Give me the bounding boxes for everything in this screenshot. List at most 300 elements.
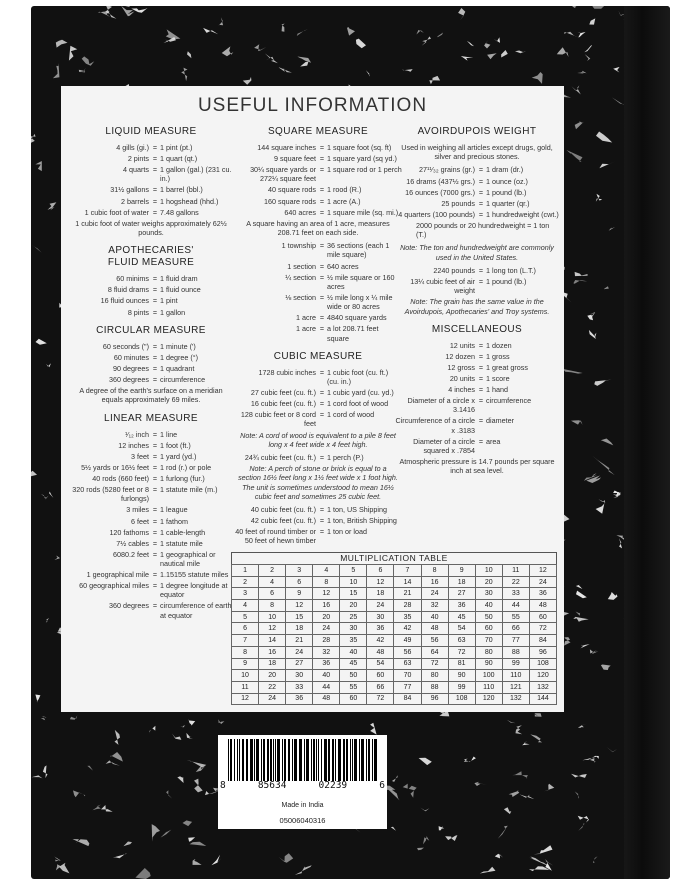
measure-row	[394, 210, 560, 219]
table-cell: 2	[232, 576, 259, 588]
measure-right: 1 quart (qt.)	[160, 154, 198, 164]
table-cell: 8	[421, 565, 448, 577]
useful-information-panel	[61, 86, 564, 712]
measure-equals: =	[319, 399, 325, 409]
table-cell: 81	[448, 658, 475, 670]
table-cell: 54	[367, 658, 394, 670]
measure-left: 2240 pounds	[433, 265, 475, 275]
measure-row	[394, 199, 560, 208]
rows	[234, 368, 402, 429]
measure-left: 160 square rods	[264, 196, 316, 206]
measure-left: 16 cubic feet (cu. ft.)	[250, 399, 316, 409]
measure-row	[67, 308, 235, 317]
table-cell: 12	[259, 623, 286, 635]
table-cell: 36	[313, 658, 340, 670]
measure-right: 4840 square yards	[327, 313, 387, 323]
measure-left: 4 quarters (100 pounds)	[398, 209, 475, 219]
rows	[234, 453, 402, 462]
measure-left: 360 degrees	[109, 601, 149, 611]
table-cell: 8	[259, 600, 286, 612]
measure-left: 60 minutes	[113, 352, 149, 362]
measure-equals: =	[152, 570, 158, 580]
measure-right: 1 quadrant	[160, 363, 195, 373]
measure-left: ¹⁄₁₂ inch	[125, 429, 149, 439]
measure-row	[67, 601, 235, 619]
table-cell: 3	[232, 588, 259, 600]
table-cell: 77	[502, 635, 529, 647]
measure-equals: =	[478, 276, 484, 286]
measure-left: 27 cubic feet (cu. ft.)	[250, 388, 316, 398]
measure-row	[67, 441, 235, 450]
measure-equals: =	[478, 385, 484, 395]
table-cell: 80	[421, 670, 448, 682]
barcode-digits	[220, 780, 385, 791]
table-row	[232, 670, 557, 682]
measure-left: 25 pounds	[441, 198, 475, 208]
table-cell: 27	[286, 658, 313, 670]
table-cell: 90	[448, 670, 475, 682]
table-cell: 36	[367, 623, 394, 635]
measure-equals: =	[319, 207, 325, 217]
measure-right: 640 acres	[327, 261, 359, 271]
measure-left: 1 township	[281, 241, 316, 251]
measure-row	[234, 273, 402, 291]
measure-right: 1 square mile (sq. mi.)	[327, 207, 399, 217]
measure-left: 40 square rods	[268, 185, 316, 195]
table-cell: 12	[529, 565, 556, 577]
measure-right: 1 yard (yd.)	[160, 451, 197, 461]
table-cell: 40	[313, 670, 340, 682]
table-cell: 30	[475, 588, 502, 600]
measure-equals: =	[152, 196, 158, 206]
table-cell: 12	[367, 576, 394, 588]
table-cell: 9	[286, 588, 313, 600]
measure-equals: =	[152, 274, 158, 284]
section-title: AVOIRDUPOIS WEIGHT	[417, 126, 537, 137]
measure-right: 1 league	[160, 505, 188, 515]
measure-right: 1 fluid ounce	[160, 285, 201, 295]
section-note: Note: A perch of stone or brick is equal to a section 16½ feet long x 1½ feet wide x 1 foot high. The unit is sometimes understood to mean 16½ cubic feet and sometimes 25 cubic feet.	[238, 464, 398, 501]
table-cell: 70	[394, 670, 421, 682]
measure-left: Diameter of a circle squared x .7854	[413, 436, 475, 455]
measure-equals: =	[152, 307, 158, 317]
table-cell: 4	[232, 600, 259, 612]
measure-row	[67, 353, 235, 362]
ton-line	[416, 221, 556, 239]
rows	[234, 143, 402, 217]
table-cell: 77	[394, 681, 421, 693]
measure-row	[394, 385, 560, 394]
measure-equals: =	[152, 352, 158, 362]
cubic-measure-section	[234, 351, 402, 546]
table-cell: 20	[259, 670, 286, 682]
measure-row	[67, 165, 235, 183]
table-cell: 24	[421, 588, 448, 600]
table-cell: 1	[232, 565, 259, 577]
measure-left: 4 gills (gi.)	[116, 143, 149, 152]
measure-equals: =	[152, 143, 158, 152]
table-cell: 30	[340, 623, 367, 635]
table-cell: 21	[286, 635, 313, 647]
table-cell: 48	[367, 646, 394, 658]
measure-right: 1 ounce (oz.)	[486, 176, 528, 186]
measure-row	[234, 313, 402, 322]
measure-left: 3 miles	[126, 505, 149, 515]
measure-right: 1 foot (ft.)	[160, 440, 191, 450]
table-cell: 16	[313, 600, 340, 612]
table-cell: 6	[232, 623, 259, 635]
table-cell: 21	[394, 588, 421, 600]
measure-right: 1 fluid dram	[160, 274, 198, 284]
measure-row	[67, 197, 235, 206]
square-measure-section	[234, 126, 402, 343]
measure-right: 1 ton, US Shipping	[327, 505, 387, 515]
measure-right: 1 cubic yard (cu. yd.)	[327, 388, 394, 398]
table-cell: 100	[475, 670, 502, 682]
measure-equals: =	[152, 429, 158, 439]
table-cell: 5	[232, 611, 259, 623]
measure-right: circumference of earth at equator	[160, 601, 232, 620]
table-cell: 24	[259, 693, 286, 705]
section-note: Note: The grain has the same value in the Avoirdupois, Apothecaries' and Troy systems.	[404, 297, 550, 316]
table-cell: 50	[340, 670, 367, 682]
table-cell: 9	[448, 565, 475, 577]
table-cell: 49	[394, 635, 421, 647]
measure-row	[234, 293, 402, 311]
barcode-icon	[228, 739, 378, 781]
measure-equals: =	[152, 505, 158, 515]
section-title: CUBIC MEASURE	[273, 350, 363, 362]
measure-equals: =	[319, 527, 325, 537]
measure-left: 12 dozen	[445, 351, 475, 361]
measure-row	[394, 266, 560, 275]
measure-right: ½ mile square or 160 acres	[327, 272, 395, 291]
avoirdupois-section	[394, 126, 560, 316]
table-cell: 90	[475, 658, 502, 670]
measure-right: 1 hundredweight (cwt.)	[486, 209, 559, 219]
measure-equals: =	[152, 474, 158, 484]
table-cell: 56	[394, 646, 421, 658]
table-cell: 12	[313, 588, 340, 600]
measure-row	[67, 528, 235, 537]
measure-row	[67, 342, 235, 351]
measure-right: circumference	[486, 396, 532, 406]
measure-left: 60 geographical miles	[79, 581, 149, 591]
section-note: 1 cubic foot of water weighs approximately 62½ pounds.	[75, 218, 227, 238]
table-cell: 42	[367, 635, 394, 647]
table-cell: 2	[259, 565, 286, 577]
table-cell: 36	[448, 600, 475, 612]
table-cell: 9	[232, 658, 259, 670]
column-3	[394, 126, 560, 484]
section-title: MISCELLANEOUS	[431, 323, 523, 335]
rows	[234, 505, 402, 546]
rows	[394, 341, 560, 455]
table-cell: 6	[259, 588, 286, 600]
measure-row	[67, 274, 235, 283]
table-cell: 120	[529, 670, 556, 682]
measure-equals: =	[152, 440, 158, 450]
table-cell: 7	[394, 565, 421, 577]
table-cell: 72	[367, 693, 394, 705]
measure-equals: =	[152, 185, 158, 195]
table-row	[232, 600, 557, 612]
measure-right: 1 ton or load	[327, 527, 367, 537]
table-cell: 40	[340, 646, 367, 658]
table-cell: 55	[340, 681, 367, 693]
measure-equals: =	[478, 198, 484, 208]
measure-left: 6080.2 feet	[113, 549, 149, 559]
measure-equals: =	[152, 165, 158, 175]
measure-equals: =	[152, 451, 158, 461]
measure-left: 16 fluid ounces	[100, 296, 149, 306]
table-cell: 35	[340, 635, 367, 647]
measure-right: 1 statute mile	[160, 538, 203, 548]
measure-right: 1 ton, British Shipping	[327, 516, 397, 526]
table-cell: 15	[286, 611, 313, 623]
measure-row	[234, 516, 402, 525]
measure-right: 1 square yard (sq yd.)	[327, 154, 397, 164]
table-row	[232, 576, 557, 588]
measure-equals: =	[478, 351, 484, 361]
table-cell: 60	[340, 693, 367, 705]
table-cell: 8	[313, 576, 340, 588]
measure-equals: =	[319, 313, 325, 323]
measure-right: 1 long ton (L.T.)	[486, 265, 536, 275]
ton-line-eq: = 1 ton (T.)	[416, 220, 550, 240]
measure-left: 4 inches	[448, 385, 475, 395]
barcode-digit-group: 85634	[257, 780, 287, 791]
measure-equals: =	[152, 375, 158, 385]
measure-row	[234, 185, 402, 194]
measure-row	[67, 364, 235, 373]
panel-title: USEFUL INFORMATION	[197, 95, 428, 116]
measure-equals: =	[319, 367, 325, 377]
barcode-digit-group: 02239	[318, 780, 348, 791]
table-row	[232, 658, 557, 670]
measure-equals: =	[478, 362, 484, 372]
measure-row	[394, 396, 560, 414]
measure-row	[67, 154, 235, 163]
measure-left: 24¾ cubic feet (cu. ft.)	[244, 453, 316, 463]
measure-equals: =	[152, 462, 158, 472]
table-cell: 42	[394, 623, 421, 635]
multiplication-grid	[231, 564, 557, 705]
section-title: LIQUID MEASURE	[105, 126, 197, 137]
table-row	[232, 693, 557, 705]
barcode-digit-group: 8	[220, 780, 226, 791]
table-cell: 44	[502, 600, 529, 612]
table-row	[232, 646, 557, 658]
measure-left: 9 square feet	[274, 154, 316, 164]
table-cell: 40	[421, 611, 448, 623]
measure-right: diameter	[486, 416, 514, 426]
table-cell: 10	[259, 611, 286, 623]
table-cell: 6	[286, 576, 313, 588]
measure-equals: =	[478, 373, 484, 383]
measure-row	[67, 452, 235, 461]
measure-row	[234, 262, 402, 271]
table-row	[232, 565, 557, 577]
measure-row	[67, 581, 235, 599]
table-row	[232, 611, 557, 623]
column-2	[234, 126, 402, 554]
table-cell: 45	[448, 611, 475, 623]
measure-equals: =	[319, 516, 325, 526]
measure-row	[394, 188, 560, 197]
measure-left: 1728 cubic inches	[258, 367, 316, 377]
table-cell: 63	[394, 658, 421, 670]
measure-equals: =	[478, 187, 484, 197]
table-cell: 28	[394, 600, 421, 612]
measure-left: 1 acre	[296, 313, 316, 323]
table-row	[232, 588, 557, 600]
measure-left: 8 fluid drams	[107, 285, 149, 295]
measure-right: 1 fathom	[160, 516, 188, 526]
liquid-measure-section	[67, 126, 235, 237]
measure-row	[234, 208, 402, 217]
measure-equals: =	[152, 581, 158, 591]
table-cell: 99	[502, 658, 529, 670]
table-cell: 60	[475, 623, 502, 635]
multiplication-table	[231, 552, 557, 705]
measure-right: 1 dram (dr.)	[486, 165, 524, 175]
multiplication-table-title: MULTIPLICATION TABLE	[231, 552, 557, 564]
measure-right: 1 rod (r.) or pole	[160, 462, 212, 472]
table-cell: 55	[502, 611, 529, 623]
measure-right: 1 pound (lb.)	[486, 276, 527, 286]
table-cell: 40	[475, 600, 502, 612]
table-cell: 10	[232, 670, 259, 682]
measure-left: 13¼ cubic feet of air weight	[410, 276, 475, 296]
measure-left: 27¹¹⁄₃₂ grains (gr.)	[418, 165, 475, 175]
product-code: 05006040316	[279, 816, 326, 825]
measure-right: 1.15155 statute miles	[160, 570, 229, 580]
table-cell: 36	[286, 693, 313, 705]
table-cell: 27	[448, 588, 475, 600]
table-cell: 22	[259, 681, 286, 693]
measure-right: 1 cubic foot (cu. ft.) (cu. in.)	[327, 367, 389, 386]
table-cell: 10	[475, 565, 502, 577]
table-cell: 6	[367, 565, 394, 577]
measure-right: 1 cable-length	[160, 527, 206, 537]
measure-right: 1 square rod or 1 perch	[327, 165, 402, 175]
measure-right: a lot 208.71 feet square	[327, 324, 379, 343]
measure-equals: =	[152, 527, 158, 537]
section-title: CIRCULAR MEASURE	[96, 324, 206, 336]
measure-left: 90 degrees	[113, 363, 149, 373]
measure-right: 1 dozen	[486, 340, 512, 350]
measure-left: 12 inches	[118, 440, 149, 450]
measure-left: 2 pints	[127, 154, 149, 164]
measure-left: 12 units	[449, 340, 475, 350]
measure-left: 31½ gallons	[110, 185, 149, 195]
table-cell: 24	[286, 646, 313, 658]
measure-equals: =	[319, 261, 325, 271]
table-cell: 50	[475, 611, 502, 623]
measure-left: 40 feet of round timber or 50 feet of hewn timber	[235, 527, 316, 546]
table-cell: 11	[502, 565, 529, 577]
measure-row	[67, 375, 235, 384]
measure-equals: =	[319, 292, 325, 302]
measure-left: ¼ section	[285, 272, 316, 282]
barcode-label	[218, 735, 387, 829]
table-cell: 12	[232, 693, 259, 705]
table-cell: 66	[502, 623, 529, 635]
measure-equals: =	[319, 388, 325, 398]
measure-row	[234, 527, 402, 545]
measure-row	[234, 324, 402, 342]
measure-right: 1 square foot (sq. ft)	[327, 143, 392, 152]
measure-row	[67, 430, 235, 439]
apothecaries-section	[67, 245, 235, 316]
measure-right: circumference	[160, 375, 206, 385]
measure-equals: =	[478, 396, 484, 406]
table-cell: 25	[340, 611, 367, 623]
measure-left: 144 square inches	[257, 143, 316, 152]
measure-equals: =	[152, 549, 158, 559]
measure-right: 1 hand	[486, 385, 508, 395]
measure-row	[67, 539, 235, 548]
table-cell: 32	[313, 646, 340, 658]
table-cell: 18	[259, 658, 286, 670]
measure-right: 1 furlong (fur.)	[160, 474, 205, 484]
measure-equals: =	[152, 516, 158, 526]
table-cell: 56	[421, 635, 448, 647]
table-row	[232, 623, 557, 635]
measure-left: 1 cubic foot of water	[84, 207, 149, 217]
measure-equals: =	[152, 285, 158, 295]
measure-left: 40 cubic feet (cu. ft.)	[250, 505, 316, 515]
table-cell: 66	[367, 681, 394, 693]
measure-right: 1 pint (pt.)	[160, 143, 193, 152]
measure-equals: =	[319, 196, 325, 206]
measure-left: 2 barrels	[121, 196, 149, 206]
table-cell: 108	[529, 658, 556, 670]
measure-right: 1 cord of wood	[327, 410, 375, 420]
measure-right: 1 minute (')	[160, 341, 196, 351]
measure-row	[67, 285, 235, 294]
measure-equals: =	[319, 154, 325, 164]
measure-row	[394, 363, 560, 372]
measure-row	[67, 463, 235, 472]
measure-equals: =	[319, 272, 325, 282]
measure-equals: =	[319, 505, 325, 515]
table-cell: 45	[340, 658, 367, 670]
section-title: APOTHECARIES' FLUID MEASURE	[107, 245, 195, 269]
measure-equals: =	[152, 341, 158, 351]
measure-left: 60 seconds (")	[102, 341, 149, 351]
measure-left: 1 geographical mile	[86, 570, 149, 580]
table-cell: 18	[367, 588, 394, 600]
table-cell: 11	[232, 681, 259, 693]
measure-row	[67, 517, 235, 526]
table-cell: 33	[502, 588, 529, 600]
measure-right: 1 gross	[486, 351, 510, 361]
measure-right: 1 degree longitude at equator	[160, 581, 228, 600]
table-cell: 7	[232, 635, 259, 647]
table-cell: 30	[286, 670, 313, 682]
measure-row	[394, 352, 560, 361]
measure-left: 30¼ square yards or 272¼ square feet	[250, 165, 316, 184]
measure-row	[234, 388, 402, 397]
measure-right: 1 hogshead (hhd.)	[160, 196, 219, 206]
table-cell: 48	[529, 600, 556, 612]
table-cell: 10	[340, 576, 367, 588]
table-cell: 120	[475, 693, 502, 705]
measure-row	[394, 277, 560, 295]
measure-right: 1 cord foot of wood	[327, 399, 389, 409]
